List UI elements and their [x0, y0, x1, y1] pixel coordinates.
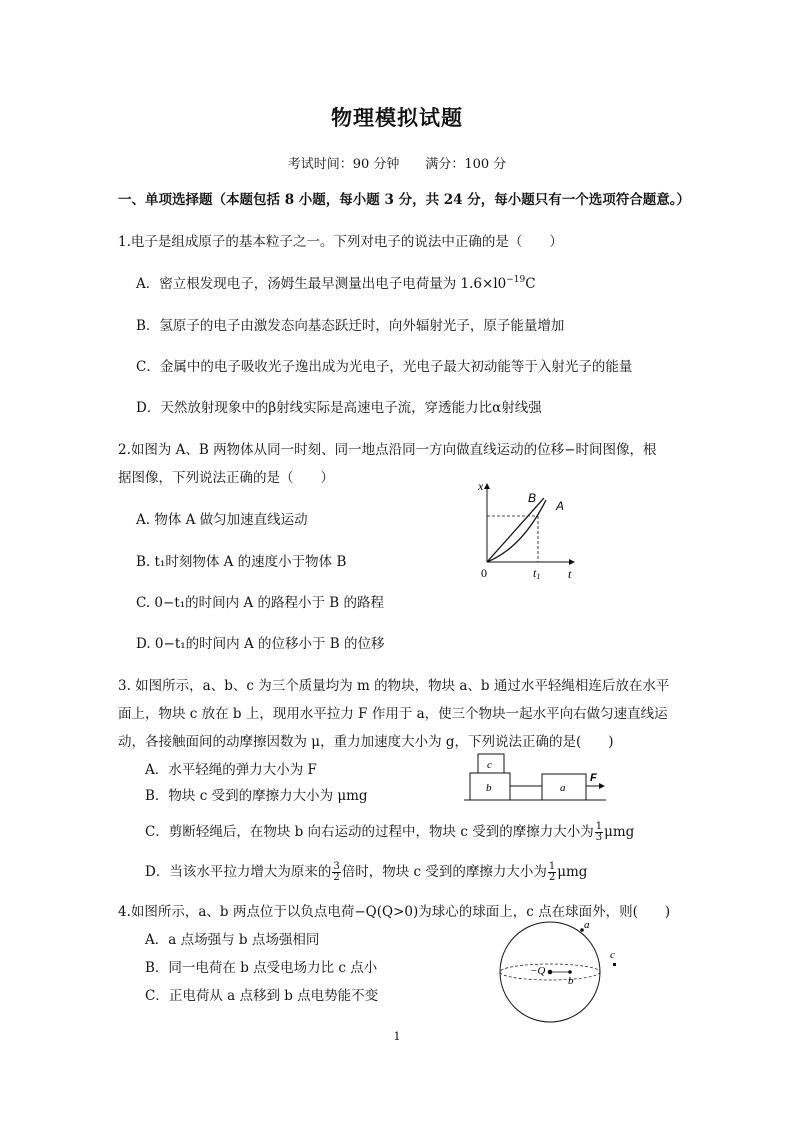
q2-option-c: C. 0−t₁的时间内 A 的路程小于 B 的路程: [136, 595, 385, 611]
q4-stem: 4.如图所示，a、b 两点位于以负点电荷−Q(Q>0)为球心的球面上，c 点在球面外，则( ): [118, 904, 671, 920]
q4-sphere-figure: [496, 916, 626, 1024]
block-a-label: a: [560, 782, 566, 794]
q3-blocks-figure: [462, 752, 608, 808]
q2-stem-line2: 据图像，下列说法正确的是（ ）: [118, 470, 334, 486]
line-a-label: A: [556, 499, 565, 513]
q1-option-b: B．氢原子的电子由激发态向基态跃迁时，向外辐射光子，原子能量增加: [136, 318, 565, 334]
q3-option-c: C．剪断轻绳后，在物块 b 向右运动的过程中，物块 c 受到的摩擦力大小为 $\frac{1}{3}$ μmg: [145, 821, 635, 843]
q1-stem: 1.电子是组成原子的基本粒子之一。下列对电子的说法中正确的是（ ）: [118, 234, 563, 250]
page-number: 1: [393, 1030, 401, 1043]
q4-option-a: A．a 点场强与 b 点场强相同: [145, 932, 320, 948]
q2-option-b: B. t₁时刻物体 A 的速度小于物体 B: [136, 554, 347, 570]
q3-stem-line3: 动，各接触面间的动摩擦因数为 μ，重力加速度大小为 g，下列说法正确的是( ): [118, 734, 614, 750]
q3-stem-line2: 面上，物块 c 放在 b 上，现用水平拉力 F 作用于 a，使三个物块一起水平向右做匀速直线运: [118, 706, 668, 722]
block-b-label: b: [486, 782, 492, 794]
charge-label: −Q: [530, 965, 546, 977]
block-c-label: c: [487, 759, 492, 771]
point-c-label: c: [610, 949, 615, 961]
t-axis-label: t: [568, 567, 572, 581]
x-axis-label: x: [478, 479, 484, 493]
q2-xt-graph: [472, 478, 582, 584]
force-f-label: F: [590, 772, 597, 784]
point-b-label: b: [568, 975, 574, 987]
q3-option-a: A．水平轻绳的弹力大小为 F: [145, 762, 317, 778]
line-b-label: B: [528, 491, 537, 505]
q1-option-a: A．密立根发现电子，汤姆生最早测量出电子电荷量为 $1.6\times l0^{-19}C$: [136, 275, 536, 292]
q4-option-c: C．正电荷从 a 点移到 b 点电势能不变: [145, 988, 379, 1004]
section-heading: 一、单项选择题（本题包括 8 小题，每小题 3 分，共 24 分，每小题只有一个选项符合题意。）: [118, 192, 691, 208]
q1-option-d: D．天然放射现象中的β射线实际是高速电子流，穿透能力比α射线强: [136, 400, 542, 416]
q4-option-b: B．同一电荷在 b 点受电场力比 c 点小: [145, 960, 378, 976]
q3-option-d: D．当该水平拉力增大为原来的 $\frac{3}{2}$ 倍时，物块 c 受到的摩擦力大小为 $\frac{1}{2}$ μmg: [145, 861, 588, 883]
page-title: 物理模拟试题: [331, 105, 463, 130]
t1-label: t1: [533, 566, 541, 581]
q2-option-a: A. 物体 A 做匀加速直线运动: [136, 512, 308, 528]
origin-label: 0: [481, 566, 487, 580]
exam-info: 考试时间：90 分钟 满分：100 分: [287, 157, 507, 172]
q1-option-c: C．金属中的电子吸收光子逸出成为光电子，光电子最大初动能等于入射光子的能量: [136, 359, 633, 375]
q2-stem-line1: 2.如图为 A、B 两物体从同一时刻、同一地点沿同一方向做直线运动的位移−时间图像，根: [118, 442, 657, 458]
point-a-label: a: [584, 919, 590, 931]
q3-stem-line1: 3. 如图所示，a、b、c 为三个质量均为 m 的物块，物块 a、b 通过水平轻绳相连后放在水平: [118, 678, 670, 694]
q3-option-b: B．物块 c 受到的摩擦力大小为 μmg: [145, 788, 368, 804]
q2-option-d: D. 0−t₁的时间内 A 的位移小于 B 的位移: [136, 636, 385, 652]
